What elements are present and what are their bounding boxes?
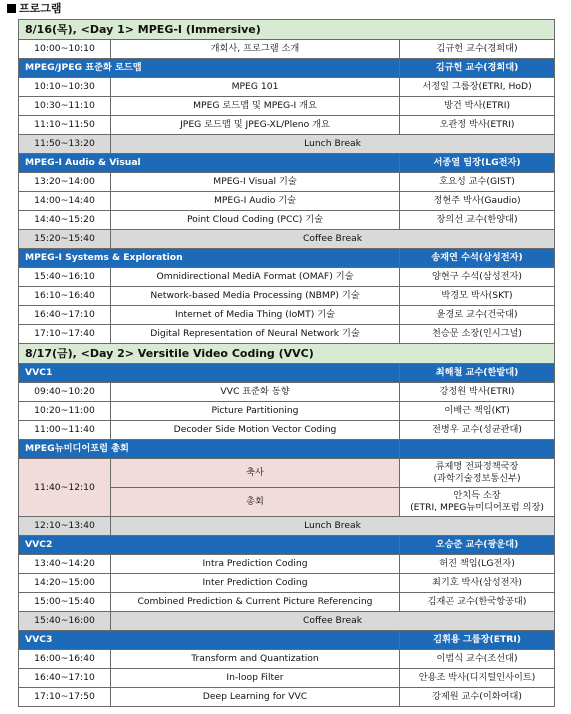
section-header-row	[19, 536, 555, 555]
session-speaker: 안용조 박사(디지털인사이트)	[400, 669, 555, 688]
break-time: 11:50~13:20	[19, 135, 111, 154]
forum-time: 11:40~12:10	[19, 459, 111, 517]
session-time: 14:20~15:00	[19, 574, 111, 593]
session-time: 13:20~14:00	[19, 173, 111, 192]
session-speaker: 호요성 교수(GIST)	[400, 173, 555, 192]
section-chair: 서종열 팀장(LG전자)	[400, 154, 555, 173]
forum-speaker	[400, 459, 555, 488]
day-header: 8/17(금), <Day 2> Versitile Video Coding (VVC)	[19, 344, 555, 364]
session-time: 14:40~15:20	[19, 211, 111, 230]
session-title: Omnidirectional MediA Format (OMAF) 기술	[111, 268, 400, 287]
session-speaker: 방건 박사(ETRI)	[400, 97, 555, 116]
session-row	[19, 688, 555, 707]
section-chair: 최해철 교수(한밭대)	[400, 364, 555, 383]
session-time: 11:00~11:40	[19, 421, 111, 440]
session-speaker: 정현주 박사(Gaudio)	[400, 192, 555, 211]
section-header-row	[19, 59, 555, 78]
session-title: MPEG-I Visual 기술	[111, 173, 400, 192]
session-speaker: 강제원 교수(이화여대)	[400, 688, 555, 707]
session-speaker: 김재곤 교수(한국항공대)	[400, 593, 555, 612]
session-time: 15:00~15:40	[19, 593, 111, 612]
page-title	[7, 1, 62, 17]
session-speaker: 박경모 박사(SKT)	[400, 287, 555, 306]
session-title: Transform and Quantization	[111, 650, 400, 669]
section-title: MPEG-I Systems & Exploration	[19, 249, 400, 268]
session-speaker: 양현구 수석(삼성전자)	[400, 268, 555, 287]
session-speaker: 이배근 책임(KT)	[400, 402, 555, 421]
session-time: 17:10~17:40	[19, 325, 111, 344]
session-row	[19, 211, 555, 230]
section-title: MPEG-I Audio & Visual	[19, 154, 400, 173]
section-header-row	[19, 154, 555, 173]
session-row	[19, 287, 555, 306]
session-title: MPEG-I Audio 기술	[111, 192, 400, 211]
session-row	[19, 555, 555, 574]
section-title: VVC1	[19, 364, 400, 383]
session-speaker: 강정원 박사(ETRI)	[400, 383, 555, 402]
break-label: Coffee Break	[111, 612, 555, 631]
session-row	[19, 306, 555, 325]
day-header: 8/16(목), <Day 1> MPEG-I (Immersive)	[19, 20, 555, 40]
session-time: 10:00~10:10	[19, 40, 111, 59]
session-row	[19, 593, 555, 612]
session-time: 14:00~14:40	[19, 192, 111, 211]
break-label: Lunch Break	[111, 135, 555, 154]
section-chair	[400, 440, 555, 459]
session-row	[19, 173, 555, 192]
session-time: 10:10~10:30	[19, 78, 111, 97]
session-row	[19, 325, 555, 344]
session-title: Inter Prediction Coding	[111, 574, 400, 593]
session-speaker: 윤경로 교수(건국대)	[400, 306, 555, 325]
break-label: Coffee Break	[111, 230, 555, 249]
session-title: Point Cloud Coding (PCC) 기술	[111, 211, 400, 230]
session-row	[19, 116, 555, 135]
session-speaker: 허진 책임(LG전자)	[400, 555, 555, 574]
section-chair: 김휘용 그룹장(ETRI)	[400, 631, 555, 650]
session-time: 16:40~17:10	[19, 306, 111, 325]
section-chair: 송재연 수석(삼성전자)	[400, 249, 555, 268]
session-time: 13:40~14:20	[19, 555, 111, 574]
day-header-row	[19, 20, 555, 40]
session-title: Combined Prediction & Current Picture Referencing	[111, 593, 400, 612]
forum-item-title: 축사	[111, 459, 400, 488]
section-title: VVC3	[19, 631, 400, 650]
session-title: Deep Learning for VVC	[111, 688, 400, 707]
section-header-row	[19, 364, 555, 383]
session-row	[19, 268, 555, 287]
forum-speaker	[400, 488, 555, 517]
session-row	[19, 97, 555, 116]
forum-speaker-name: 류제명 전파정책국장	[435, 461, 519, 472]
session-row	[19, 78, 555, 97]
session-title: 개회사, 프로그램 소개	[111, 40, 400, 59]
break-time: 12:10~13:40	[19, 517, 111, 536]
session-speaker: 천승문 소장(인시그널)	[400, 325, 555, 344]
session-row	[19, 574, 555, 593]
forum-row	[19, 459, 555, 488]
forum-item-title: 총회	[111, 488, 400, 517]
session-title: VVC 표준화 동향	[111, 383, 400, 402]
session-speaker: 전병우 교수(성균관대)	[400, 421, 555, 440]
section-header-row	[19, 631, 555, 650]
session-row	[19, 421, 555, 440]
session-title: Internet of Media Thing (IoMT) 기술	[111, 306, 400, 325]
session-speaker: 서정일 그룹장(ETRI, HoD)	[400, 78, 555, 97]
session-title: Picture Partitioning	[111, 402, 400, 421]
forum-speaker-affiliation: (과학기술정보통신부)	[433, 473, 521, 484]
section-header-row	[19, 440, 555, 459]
break-row	[19, 517, 555, 536]
session-row	[19, 192, 555, 211]
session-time: 10:20~11:00	[19, 402, 111, 421]
session-speaker: 장의선 교수(한양대)	[400, 211, 555, 230]
session-row	[19, 650, 555, 669]
section-title: MPEG뉴미디어포럼 총회	[19, 440, 400, 459]
section-chair: 김규헌 교수(경희대)	[400, 59, 555, 78]
session-time: 09:40~10:20	[19, 383, 111, 402]
break-row	[19, 230, 555, 249]
session-row	[19, 40, 555, 59]
session-title: In-loop Filter	[111, 669, 400, 688]
session-speaker: 오관정 박사(ETRI)	[400, 116, 555, 135]
session-title: Intra Prediction Coding	[111, 555, 400, 574]
session-speaker: 최기호 박사(삼성전자)	[400, 574, 555, 593]
session-title: Decoder Side Motion Vector Coding	[111, 421, 400, 440]
session-title: MPEG 101	[111, 78, 400, 97]
forum-speaker-affiliation: (ETRI, MPEG뉴미디어포럼 의장)	[410, 502, 544, 513]
session-row	[19, 669, 555, 688]
program-table	[18, 19, 555, 707]
break-row	[19, 612, 555, 631]
section-title: MPEG/JPEG 표준화 로드맵	[19, 59, 400, 78]
square-bullet-icon	[7, 4, 16, 13]
forum-speaker-name: 안치득 소장	[453, 490, 501, 501]
day-header-row	[19, 344, 555, 364]
session-row	[19, 402, 555, 421]
break-row	[19, 135, 555, 154]
section-header-row	[19, 249, 555, 268]
session-time: 16:00~16:40	[19, 650, 111, 669]
section-title: VVC2	[19, 536, 400, 555]
break-time: 15:20~15:40	[19, 230, 111, 249]
break-label: Lunch Break	[111, 517, 555, 536]
session-time: 11:10~11:50	[19, 116, 111, 135]
session-row	[19, 383, 555, 402]
section-chair: 오승준 교수(광운대)	[400, 536, 555, 555]
session-title: MPEG 로드맵 및 MPEG-I 개요	[111, 97, 400, 116]
session-speaker: 이범식 교수(조선대)	[400, 650, 555, 669]
session-time: 16:10~16:40	[19, 287, 111, 306]
session-time: 16:40~17:10	[19, 669, 111, 688]
session-speaker: 김규헌 교수(경희대)	[400, 40, 555, 59]
session-title: JPEG 로드맵 및 JPEG-XL/Pleno 개요	[111, 116, 400, 135]
page-title-text: 프로그램	[19, 2, 62, 15]
session-time: 10:30~11:10	[19, 97, 111, 116]
session-time: 15:40~16:10	[19, 268, 111, 287]
break-time: 15:40~16:00	[19, 612, 111, 631]
session-time: 17:10~17:50	[19, 688, 111, 707]
session-title: Digital Representation of Neural Network 기술	[111, 325, 400, 344]
session-title: Network-based Media Processing (NBMP) 기술	[111, 287, 400, 306]
